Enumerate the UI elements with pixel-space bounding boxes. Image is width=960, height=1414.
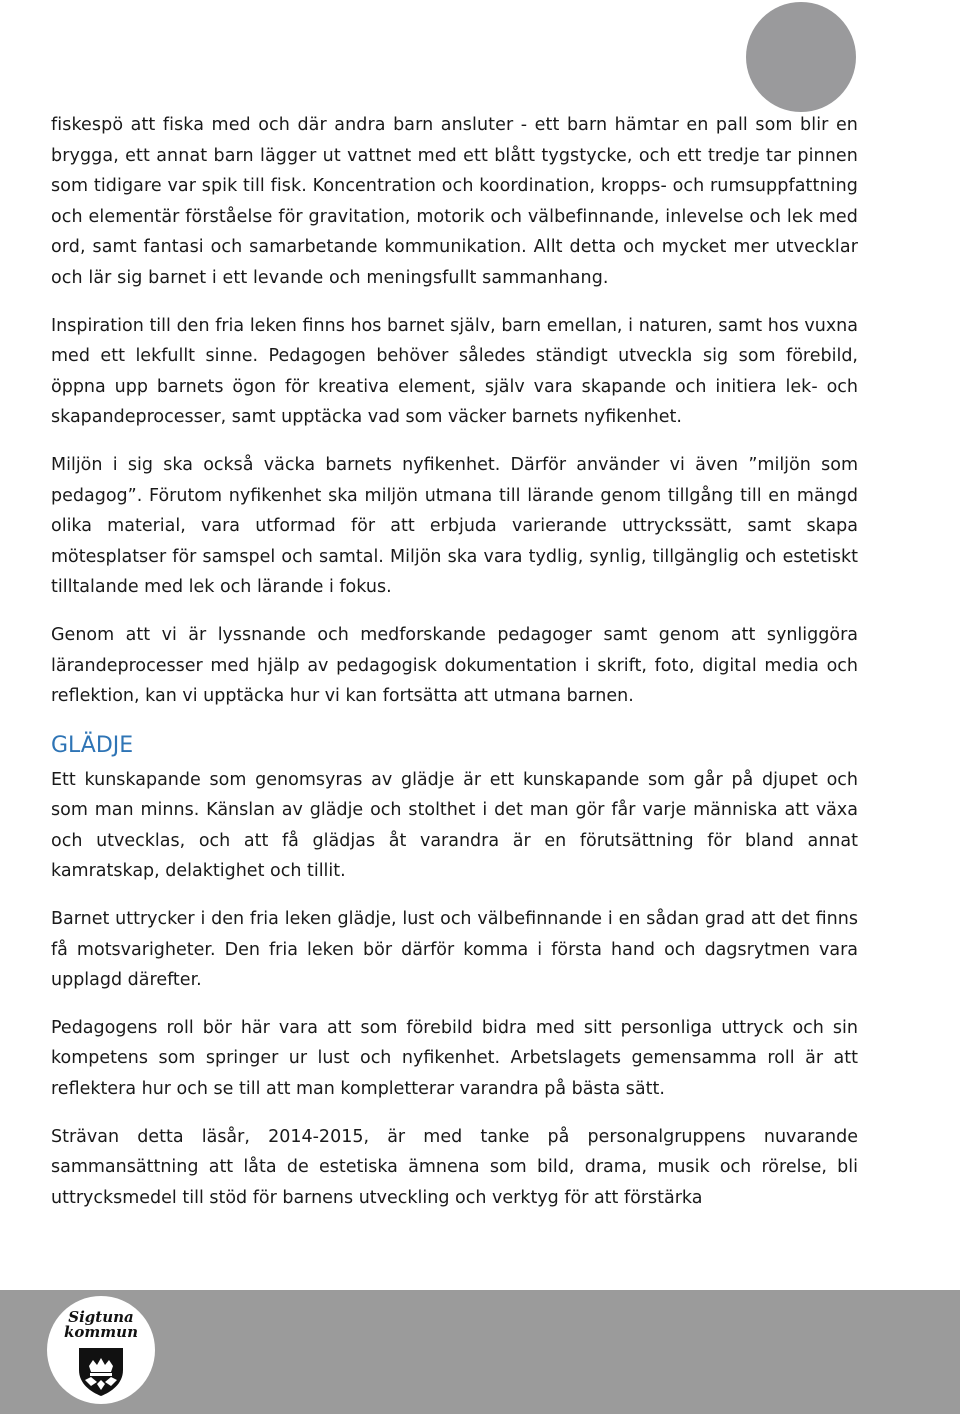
paragraph: Strävan detta läsår, 2014-2015, är med tanke på personalgruppens nuvarande sammansättning att låta de estetiska ämnena som bild, drama, musik och rörelse, bli uttrycksmedel till stöd för barnens utveckling och verktyg för att förstärka	[51, 1126, 858, 1208]
paragraph: Ett kunskapande som genomsyras av glädje är ett kunskapande som går på djupet och som man minns. Känslan av glädje och stolthet i det man gör får varje människa att växa och utvecklas, och att få glädjas åt varandra är en förutsättning för bland annat kamratskap, delaktighet och tillit.	[51, 769, 858, 882]
sigtuna-kommun-logo	[47, 1296, 155, 1404]
logo-text	[47, 1310, 155, 1340]
page-corner-circle	[746, 2, 856, 112]
shield-crown-icon	[75, 1346, 127, 1398]
paragraph: Genom att vi är lyssnande och medforskande pedagoger samt genom att synliggöra lärandeprocesser med hjälp av pedagogisk dokumentation i skrift, foto, digital media och reflektion, kan vi upptäcka hur vi kan fortsätta att utmana barnen.	[51, 624, 858, 707]
logo-line-2: kommun	[64, 1323, 138, 1341]
logo-line-1: Sigtuna	[68, 1308, 134, 1326]
paragraph: fiskespö att fiska med och där andra barn ansluter - ett barn hämtar en pall som blir en brygga, ett annat barn lägger ut vattnet med ett blått tygstycke, och ett tredje tar pinnen som tidigare var spik till fisk. Koncentration och koordination, kropps- och rumsuppfattning och elementär förståelse för gravitation, motorik och välbefinnande, inlevelse och lek med ord, samt fantasi och samarbetande kommunikation. Allt detta och mycket mer utvecklar och lär sig barnet i ett levande och meningsfullt sammanhang.	[51, 115, 858, 288]
document-body	[51, 110, 858, 1230]
paragraph: Pedagogens roll bör här vara att som förebild bidra med sitt personliga uttryck och sin kompetens som springer ur lust och nyfikenhet. Arbetslagets gemensamma roll är att reflektera hur och se till att man kompletterar varandra på bästa sätt.	[51, 1017, 858, 1100]
section-heading: GLÄDJE	[51, 732, 134, 758]
paragraph: Barnet uttrycker i den fria leken glädje, lust och välbefinnande i en sådan grad att det finns få motsvarigheter. Den fria leken bör därför komma i första hand och dagsrytmen vara upplagd därefter.	[51, 909, 858, 991]
paragraph: Inspiration till den fria leken finns hos barnet själv, barn emellan, i naturen, samt hos vuxna med ett lekfullt sinne. Pedagogen behöver således ständigt utveckla sig som förebild, öppna upp barnets ögon för kreativa element, själv vara skapande och initiera lek- och skapandeprocesser, samt upptäcka vad som väcker barnets nyfikenhet.	[51, 315, 858, 428]
paragraph: Miljön i sig ska också väcka barnets nyfikenhet. Därför använder vi även ”miljön som pedagog”. Förutom nyfikenhet ska miljön utmana till lärande genom tillgång till en mängd olika material, vara utformad för att erbjuda varierande uttryckssätt, samt skapa mötesplatser för samspel och samtal. Miljön ska vara tydlig, synlig, tillgänglig och estetiskt tilltalande med lek och lärande i fokus.	[51, 454, 858, 598]
